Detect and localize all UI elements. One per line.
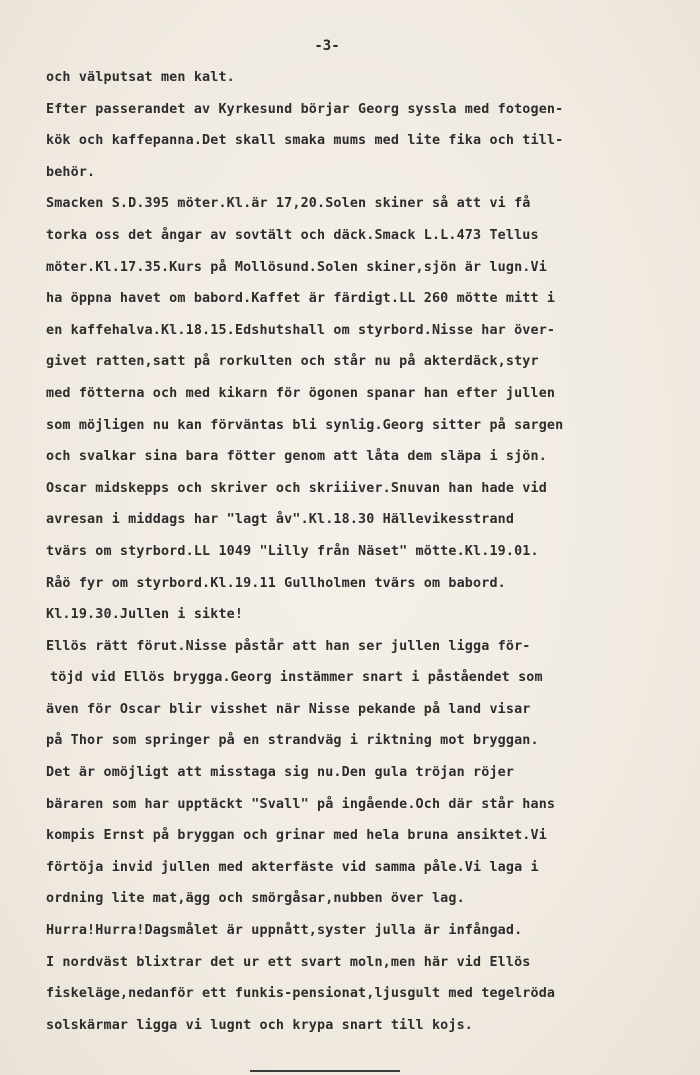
text-line: kompis Ernst på bryggan och grinar med hela bruna ansiktet.Vi — [46, 828, 547, 844]
typed-text-body — [46, 62, 676, 1041]
text-line: töjd vid Ellös brygga.Georg instämmer snart i påståendet som — [50, 670, 543, 686]
text-line: Ellös rätt förut.Nisse påstår att han ser jullen ligga för- — [46, 638, 531, 654]
text-line: Hurra!Hurra!Dagsmålet är uppnått,syster julla är infångad. — [46, 923, 523, 939]
text-line: även för Oscar blir visshet när Nisse pekande på land visar — [46, 701, 531, 717]
text-line: möter.Kl.17.35.Kurs på Mollösund.Solen skiner,sjön är lugn.Vi — [46, 259, 547, 275]
page-number: -3- — [314, 38, 340, 54]
text-line: solskärmar ligga vi lugnt och krypa snart till kojs. — [46, 1017, 474, 1033]
text-line: som möjligen nu kan förväntas bli synlig.Georg sitter på sargen — [46, 417, 564, 433]
text-line: på Thor som springer på en strandväg i riktning mot bryggan. — [46, 733, 539, 749]
text-line: I nordväst blixtrar det ur ett svart moln,men här vid Ellös — [46, 954, 531, 970]
text-line: kök och kaffepanna.Det skall smaka mums med lite fika och till- — [46, 133, 564, 149]
text-line: fiskeläge,nedanför ett funkis-pensionat,ljusgult med tegelröda — [46, 986, 556, 1002]
bottom-divider — [250, 1070, 400, 1072]
text-line: och välputsat men kalt. — [46, 70, 235, 85]
text-line: behör. — [46, 164, 96, 180]
text-line: Smacken S.D.395 möter.Kl.är 17,20.Solen skiner så att vi få — [46, 196, 531, 212]
text-line: ha öppna havet om babord.Kaffet är färdigt.LL 260 mötte mitt i — [46, 291, 556, 307]
text-line: tvärs om styrbord.LL 1049 "Lilly från Näset" mötte.Kl.19.01. — [46, 543, 539, 559]
text-line: förtöja invid jullen med akterfäste vid samma påle.Vi laga i — [46, 859, 539, 875]
text-line: Råö fyr om styrbord.Kl.19.11 Gullholmen tvärs om babord. — [46, 575, 506, 591]
text-line: en kaffehalva.Kl.18.15.Edshutshall om styrbord.Nisse har över- — [46, 322, 556, 338]
text-line: bäraren som har upptäckt "Svall" på ingående.Och där står hans — [46, 796, 556, 812]
text-line: torka oss det ångar av sovtält och däck.Smack L.L.473 Tellus — [46, 227, 539, 243]
text-line: Kl.19.30.Jullen i sikte! — [46, 607, 244, 623]
text-line: Oscar midskepps och skriver och skriiiver.Snuvan han hade vid — [46, 480, 547, 496]
text-line: givet ratten,satt på rorkulten och står nu på akterdäck,styr — [46, 354, 539, 370]
text-line: ordning lite mat,ägg och smörgåsar,nubben över lag. — [46, 891, 465, 907]
text-line: Efter passerandet av Kyrkesund börjar Georg syssla med fotogen- — [46, 101, 564, 117]
text-line: med fötterna och med kikarn för ögonen spanar han efter jullen — [46, 385, 556, 401]
text-line: Det är omöjligt att misstaga sig nu.Den gula tröjan röjer — [46, 765, 515, 781]
text-line: och svalkar sina bara fötter genom att låta dem släpa i sjön. — [46, 449, 547, 465]
text-line: avresan i middags har "lagt åv".Kl.18.30 Hällevikesstrand — [46, 512, 515, 528]
